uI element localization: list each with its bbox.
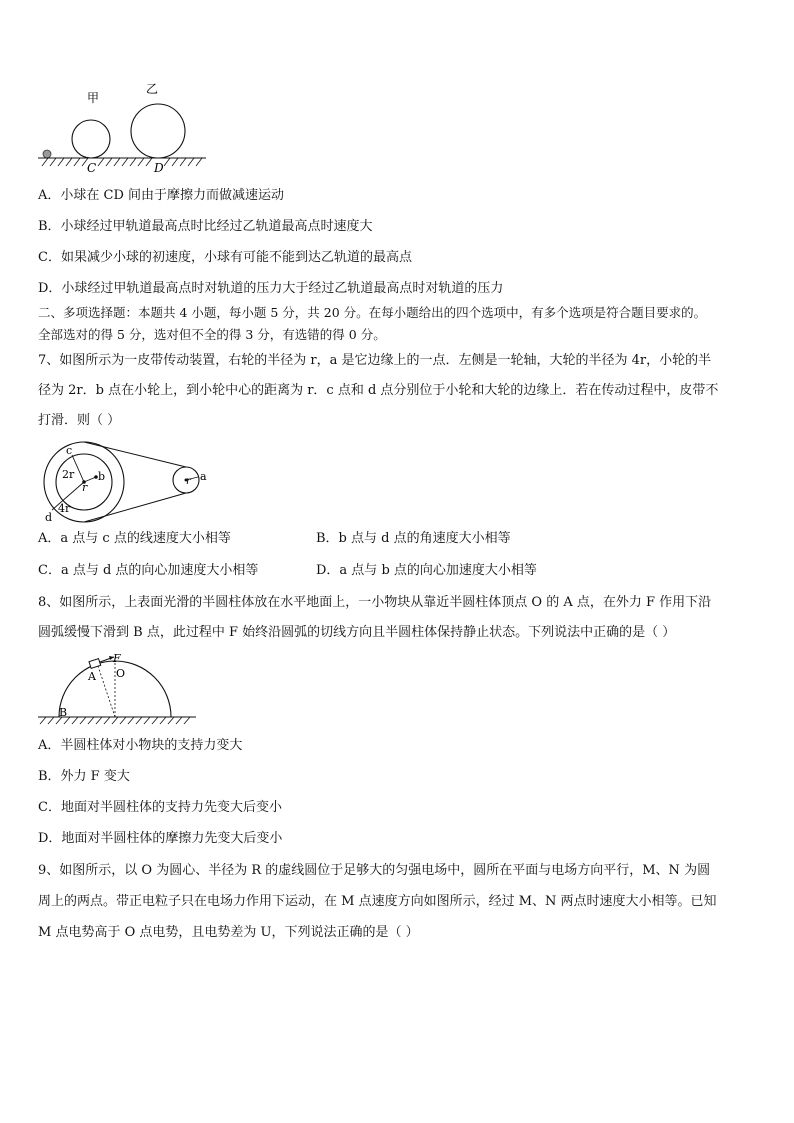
q6-label-c: C xyxy=(87,161,97,175)
small-ball xyxy=(43,150,51,158)
q6-option-c: C．如果减少小球的初速度，小球有可能不能到达乙轨道的最高点 xyxy=(38,250,412,265)
q7-option-d: D．a 点与 b 点的向心加速度大小相等 xyxy=(316,563,537,578)
q7-option-a: A．a 点与 c 点的线速度大小相等 xyxy=(38,531,231,546)
q7-label-c: c xyxy=(66,444,73,457)
q7-option-c: C．a 点与 d 点的向心加速度大小相等 xyxy=(38,563,259,578)
q6-figure xyxy=(38,78,210,178)
q8-label-f: F xyxy=(113,652,121,665)
q7-label-a: a xyxy=(200,470,207,483)
q9-line2: 周上的两点。带正电粒子只在电场力作用下运动，在 M 点速度方向如图所示，经过 M、N 两点时速度大小相等。已知 xyxy=(38,894,717,909)
track-yi xyxy=(131,104,185,158)
q6-option-a: A．小球在 CD 间由于摩擦力而做减速运动 xyxy=(38,188,285,203)
q7-line3: 打滑．则（ ） xyxy=(38,413,121,428)
q7-label-d: d xyxy=(45,511,53,524)
q7-option-b: B．b 点与 d 点的角速度大小相等 xyxy=(316,531,511,546)
q7-line2: 径为 2r．b 点在小轮上，到小轮中心的距离为 r．c 点和 d 点分别位于小轮和大轮的边缘上．若在传动过程中，皮带不 xyxy=(38,383,719,398)
q9-line1: 9、如图所示，以 O 为圆心、半径为 R 的虚线圆位于足够大的匀强电场中，圆所在平面与电场方向平行，M、N 为圆 xyxy=(38,863,711,878)
section2-line2: 全部选对的得 5 分，选对但不全的得 3 分，有选错的得 0 分。 xyxy=(38,327,386,342)
q7-label-2r: 2r xyxy=(62,468,75,481)
q6-label-yi: 乙 xyxy=(146,82,159,96)
q9-line3: M 点电势高于 O 点电势，且电势差为 U，下列说法正确的是（ ） xyxy=(38,925,419,940)
q8-option-c: C．地面对半圆柱体的支持力先变大后变小 xyxy=(38,800,282,815)
q6-option-b: B．小球经过甲轨道最高点时比经过乙轨道最高点时速度大 xyxy=(38,219,373,234)
section2-line1: 二、多项选择题：本题共 4 小题，每小题 5 分，共 20 分。在每小题给出的四个选项中，有多个选项是符合题目要求的。 xyxy=(38,305,707,320)
q8-line2: 圆弧缓慢下滑到 B 点，此过程中 F 始终沿圆弧的切线方向且半圆柱体保持静止状态。下列说法中正确的是（ ） xyxy=(38,625,676,640)
small-block xyxy=(89,659,101,669)
q8-label-b: B xyxy=(59,706,68,719)
q8-figure xyxy=(38,652,198,730)
q7-label-4r: 4r xyxy=(58,502,71,515)
q8-label-a: A xyxy=(88,670,96,683)
track-jia xyxy=(72,120,110,158)
q8-label-o: O xyxy=(116,667,126,680)
q8-option-a: A．半圆柱体对小物块的支持力变大 xyxy=(38,738,243,753)
q8-line1: 8、如图所示，上表面光滑的半圆柱体放在水平地面上，一小物块从靠近半圆柱体顶点 O 的 A 点，在外力 F 作用下沿 xyxy=(38,595,712,610)
q6-label-jia: 甲 xyxy=(87,91,100,105)
q7-label-b: b xyxy=(98,470,106,483)
q7-line1: 7、如图所示为一皮带传动装置，右轮的半径为 r，a 是它边缘上的一点．左侧是一轮轴，大轮的半径为 4r，小轮的半 xyxy=(38,353,712,368)
q7-label-r-center: r xyxy=(82,481,88,494)
q7-label-r-right: r xyxy=(186,476,191,487)
belt-bottom xyxy=(84,493,186,522)
q7-figure xyxy=(38,440,218,525)
q6-label-d: D xyxy=(154,161,164,175)
q8-option-d: D．地面对半圆柱体的摩擦力先变大后变小 xyxy=(38,831,283,846)
q8-option-b: B．外力 F 变大 xyxy=(38,769,130,784)
q6-option-d: D．小球经过甲轨道最高点时对轨道的压力大于经过乙轨道最高点时对轨道的压力 xyxy=(38,281,504,296)
ground-hatch xyxy=(42,158,202,166)
belt-top xyxy=(84,442,186,467)
